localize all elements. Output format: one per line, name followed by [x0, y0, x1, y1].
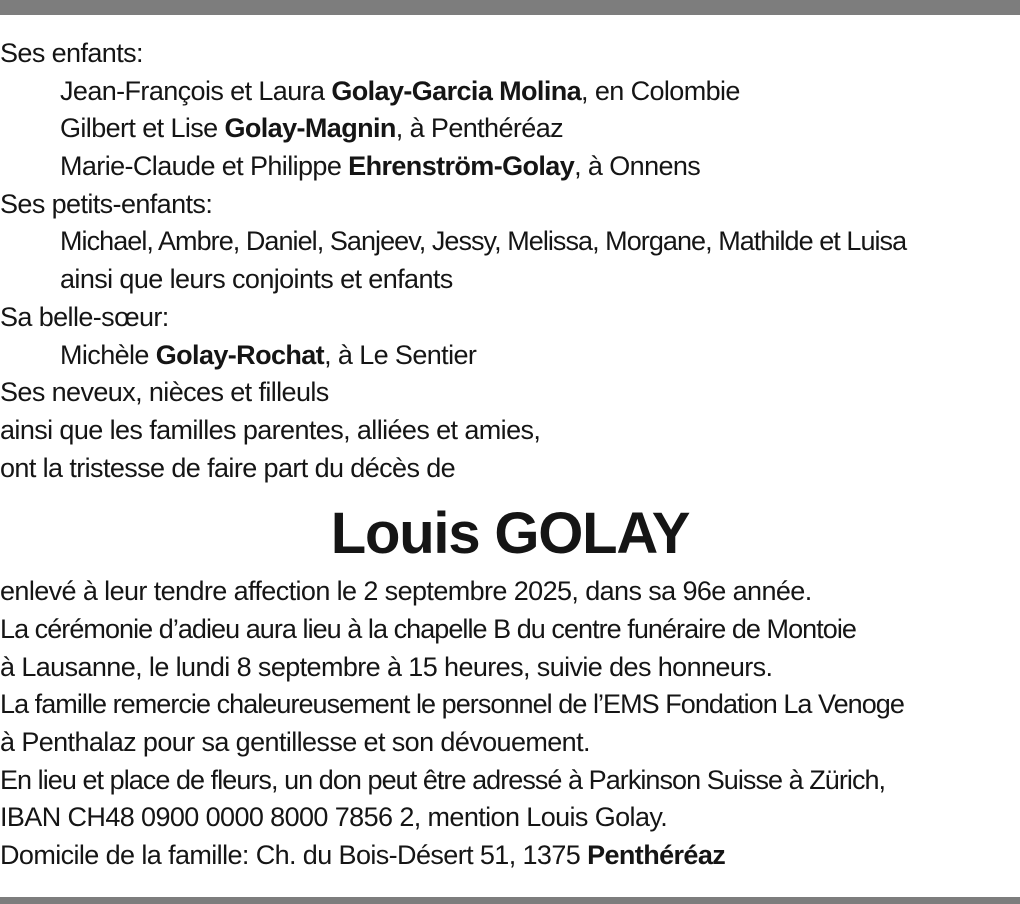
detail-line: IBAN CH48 0900 0000 8000 7856 2, mention Louis Golay.: [0, 802, 668, 833]
child-entry: Marie-Claude et Philippe Ehrenström-Golay, à Onnens: [60, 151, 701, 182]
detail-line: La cérémonie d’adieu aura lieu à la chapelle B du centre funéraire de Montoie: [0, 613, 856, 644]
detail-line: à Penthalaz pour sa gentillesse et son dévouement.: [0, 727, 590, 757]
detail-line: à Lausanne, le lundi 8 septembre à 15 heures, suivie des honneurs.: [0, 651, 773, 682]
domicile-town: Penthéréaz: [587, 840, 726, 871]
grandchildren-heading: Ses petits-enfants:: [0, 188, 213, 219]
grandchildren-extra: ainsi que leurs conjoints et enfants: [60, 264, 453, 295]
grandchildren-names: Michael, Ambre, Daniel, Sanjeev, Jessy, Melissa, Morgane, Mathilde et Luisa: [60, 226, 907, 257]
domicile-line: Domicile de la famille: Ch. du Bois-Désert 51, 1375 Penthéréaz: [0, 840, 726, 871]
closing-intro-line: ainsi que les familles parentes, alliées et amies,: [0, 414, 541, 445]
children-heading: Ses enfants:: [0, 38, 143, 68]
child-entry: Jean-François et Laura Golay-Garcia Molina, en Colombie: [60, 75, 740, 106]
closing-intro-line: Ses neveux, nièces et filleuls: [0, 377, 329, 408]
family-name: Golay-Garcia Molina: [331, 75, 582, 106]
family-name: Ehrenström-Golay: [348, 151, 575, 182]
family-name: Golay-Magnin: [224, 113, 396, 144]
bottom-rule: [0, 897, 1020, 904]
closing-intro-line: ont la tristesse de faire part du décès de: [0, 452, 456, 483]
detail-line: En lieu et place de fleurs, un don peut être adressé à Parkinson Suisse à Zürich,: [0, 764, 886, 795]
detail-line: La famille remercie chaleureusement le personnel de l’EMS Fondation La Venoge: [0, 689, 904, 720]
sister-in-law-heading: Sa belle-sœur:: [0, 301, 169, 332]
family-name: Golay-Rochat: [155, 339, 325, 370]
child-entry: Gilbert et Lise Golay-Magnin, à Penthéréaz: [60, 113, 564, 144]
detail-line: enlevé à leur tendre affection le 2 septembre 2025, dans sa 96e année.: [0, 576, 812, 607]
sister-in-law-entry: Michèle Golay-Rochat, à Le Sentier: [60, 339, 477, 370]
deceased-name: Louis GOLAY: [330, 501, 690, 567]
obituary-notice: [0, 35, 1020, 875]
top-rule: [0, 0, 1020, 15]
